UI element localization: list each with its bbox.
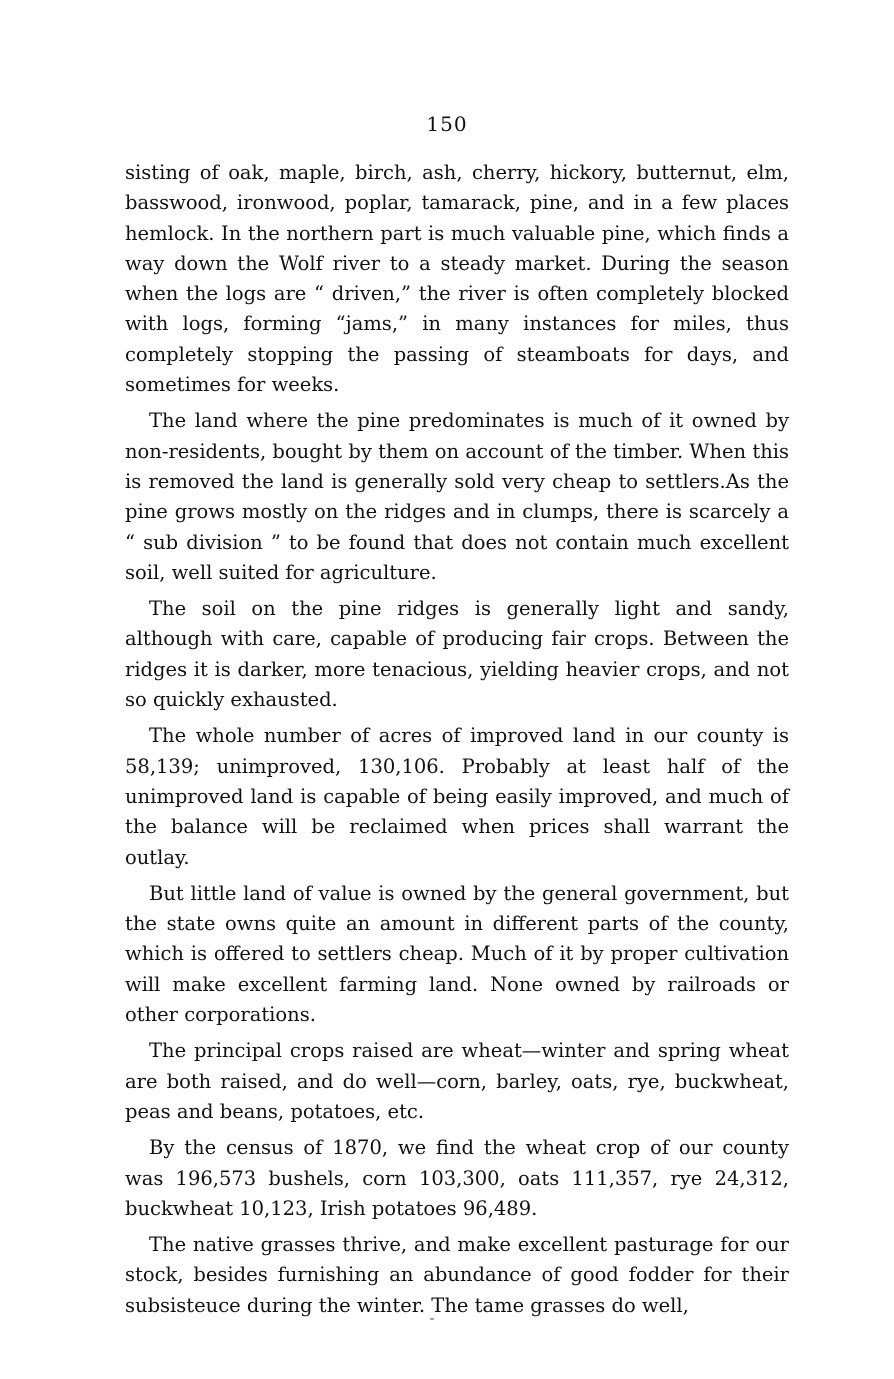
paragraph-principal-crops: The principal crops raised are wheat—winter and spring wheat are both raised, and do well—corn, barley, oats, rye, buckwheat, peas and beans, potatoes, etc. [125,1039,789,1123]
paragraph-grasses: The native grasses thrive, and make excellent pasturage for our stock, besides furnishing an abundance of good fodder for their subsisteuce during the winter. The tame grasses do well, [125,1233,789,1317]
paragraph-soil: The soil on the pine ridges is generally light and sandy, although with care, capable of producing fair crops. Between the ridges it is darker, more tenacious, yielding heavier crops, and not so quickly exhausted. [125,597,789,712]
paragraph-acres: The whole number of acres of improved land in our county is 58,139; unimproved, 130,106. Probably at least half of the unimproved land is capable of being easily improved, and much of the balance will be reclaimed when prices shall warrant the outlay. [125,724,789,869]
page-number: 150 [426,112,468,136]
paragraph-census: By the census of 1870, we find the wheat crop of our county was 196,573 bushels, corn 103,300, oats 111,357, rye 24,312, buckwheat 10,123, Irish potatoes 96,489. [125,1136,789,1220]
body-text [125,158,789,1327]
paragraph-land-ownership: But little land of value is owned by the general government, but the state owns quite an amount in different parts of the county, which is offered to settlers cheap. Much of it by proper cultivation will make excellent farming land. None owned by railroads or other corporations. [125,881,789,1027]
paragraph-forest-trees: sisting of oak, maple, birch, ash, cherry, hickory, butternut, elm, basswood, ironwood, poplar, tamarack, pine, and in a few places hemlock. In the northern part is much valuable pine, which finds a way down the Wolf river to a steady market. During the season when the logs are “ driven,” the river is often completely blocked with logs, forming “jams,” in many instances for miles, thus completely stopping the passing of steamboats for days, and sometimes for weeks. [125,161,789,397]
paragraph-pine-land: The land where the pine predominates is much of it owned by non-residents, bought by them on account of the timber. When this is removed the land is generally sold very cheap to settlers.As the pine grows mostly on the ridges and in clumps, there is scarcely a “ sub division ” to be found that does not contain much excellent soil, well suited for agriculture. [125,409,789,584]
ink-speck [430,1318,434,1320]
